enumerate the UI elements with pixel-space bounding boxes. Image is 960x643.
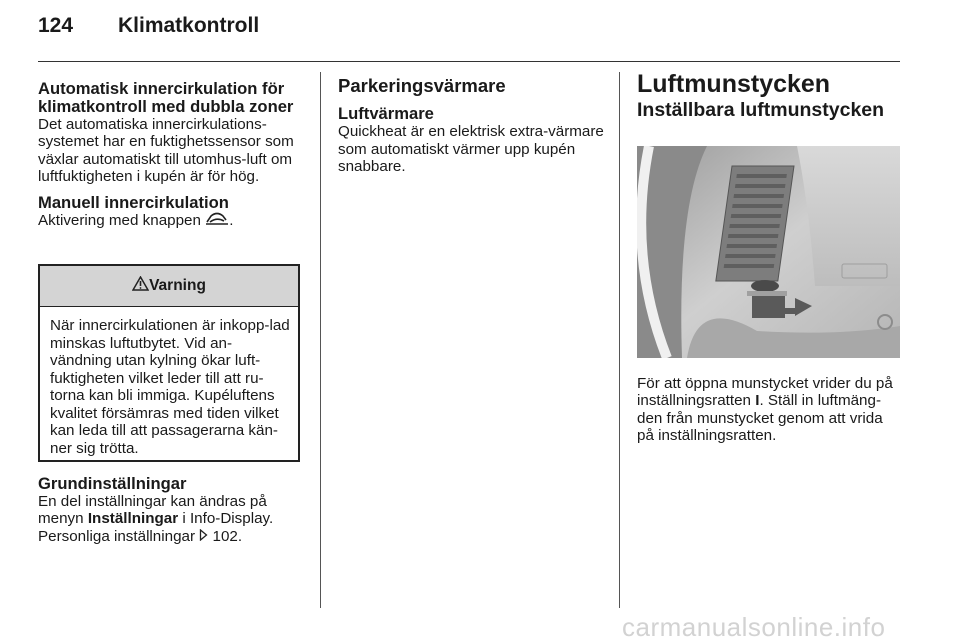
basic-settings-text [38, 493, 304, 545]
warning-triangle-icon [132, 276, 149, 296]
manual-recirculation-text [38, 212, 304, 229]
air-heater-heading: Luftvärmare [338, 104, 434, 124]
column-2 [338, 77, 606, 175]
manual-text-prefix: Aktivering med knappen [38, 212, 201, 230]
column-1 [38, 80, 304, 229]
caption-part-2: . Ställ in luftmäng-den från munstycket genom att vrida på inställningsratten. [637, 392, 883, 444]
watermark: carmanualsonline.info [622, 612, 886, 642]
basic-reference-page[interactable]: 102. [212, 527, 243, 545]
page-number: 124 [38, 14, 74, 37]
parking-heater-heading: Parkeringsvärmare [338, 75, 506, 96]
warning-text: När innercirkulationen är inkopp-lad minskas luftutbytet. Vid an-vändning utan kylning ökar luft-fuktigheten vilket leder till att ru-torna kan bli immiga. Kupéluftens kvalitet försämras med tiden vilket kan leda till att passagerarna kän-ner sig trötta. [50, 317, 290, 457]
warning-title: Varning [149, 277, 206, 294]
basic-text-part-2: i Info-Display. Personliga inställningar [38, 510, 274, 545]
page-reference-icon [199, 528, 208, 545]
manual-text-suffix: . [229, 212, 234, 230]
warning-header [40, 266, 298, 307]
vent-caption [637, 375, 903, 444]
settings-menu-name: Inställningar [87, 510, 179, 528]
air-vents-heading: Luftmunstycken [637, 70, 831, 98]
manual-recirculation-heading: Manuell innercirkulation [38, 193, 229, 213]
air-vent-illustration [637, 146, 900, 358]
basic-text-part-1: En del inställningar kan ändras på menyn [38, 493, 267, 528]
adjuster-label: I [755, 392, 760, 410]
adjustable-vents-heading: Inställbara luftmunstycken [637, 99, 885, 122]
column-divider-1 [320, 72, 321, 608]
basic-settings-heading: Grundinställningar [38, 474, 187, 493]
page-title: Klimatkontroll [118, 14, 260, 37]
warning-box [38, 264, 300, 462]
basic-settings-section [38, 475, 304, 545]
recirculation-icon [205, 212, 229, 229]
auto-recirculation-text: Det automatiska innercirkulations-systemet har en fuktighetssensor som växlar automatiskt till utomhus-luft om luftfuktigheten i kupén är för hög. [38, 116, 294, 185]
caption-part-1: För att öppna munstycket vrider du på inställningsratten [637, 375, 893, 410]
column-3 [637, 70, 903, 122]
header-rule [38, 61, 900, 62]
auto-recirculation-heading: Automatisk innercirkulation för klimatkontroll med dubbla zoner [38, 79, 294, 116]
vent-caption-text [637, 375, 903, 444]
column-divider-2 [619, 72, 620, 608]
air-heater-text: Quickheat är en elektrisk extra-värmare som automatiskt värmer upp kupén snabbare. [338, 123, 604, 175]
